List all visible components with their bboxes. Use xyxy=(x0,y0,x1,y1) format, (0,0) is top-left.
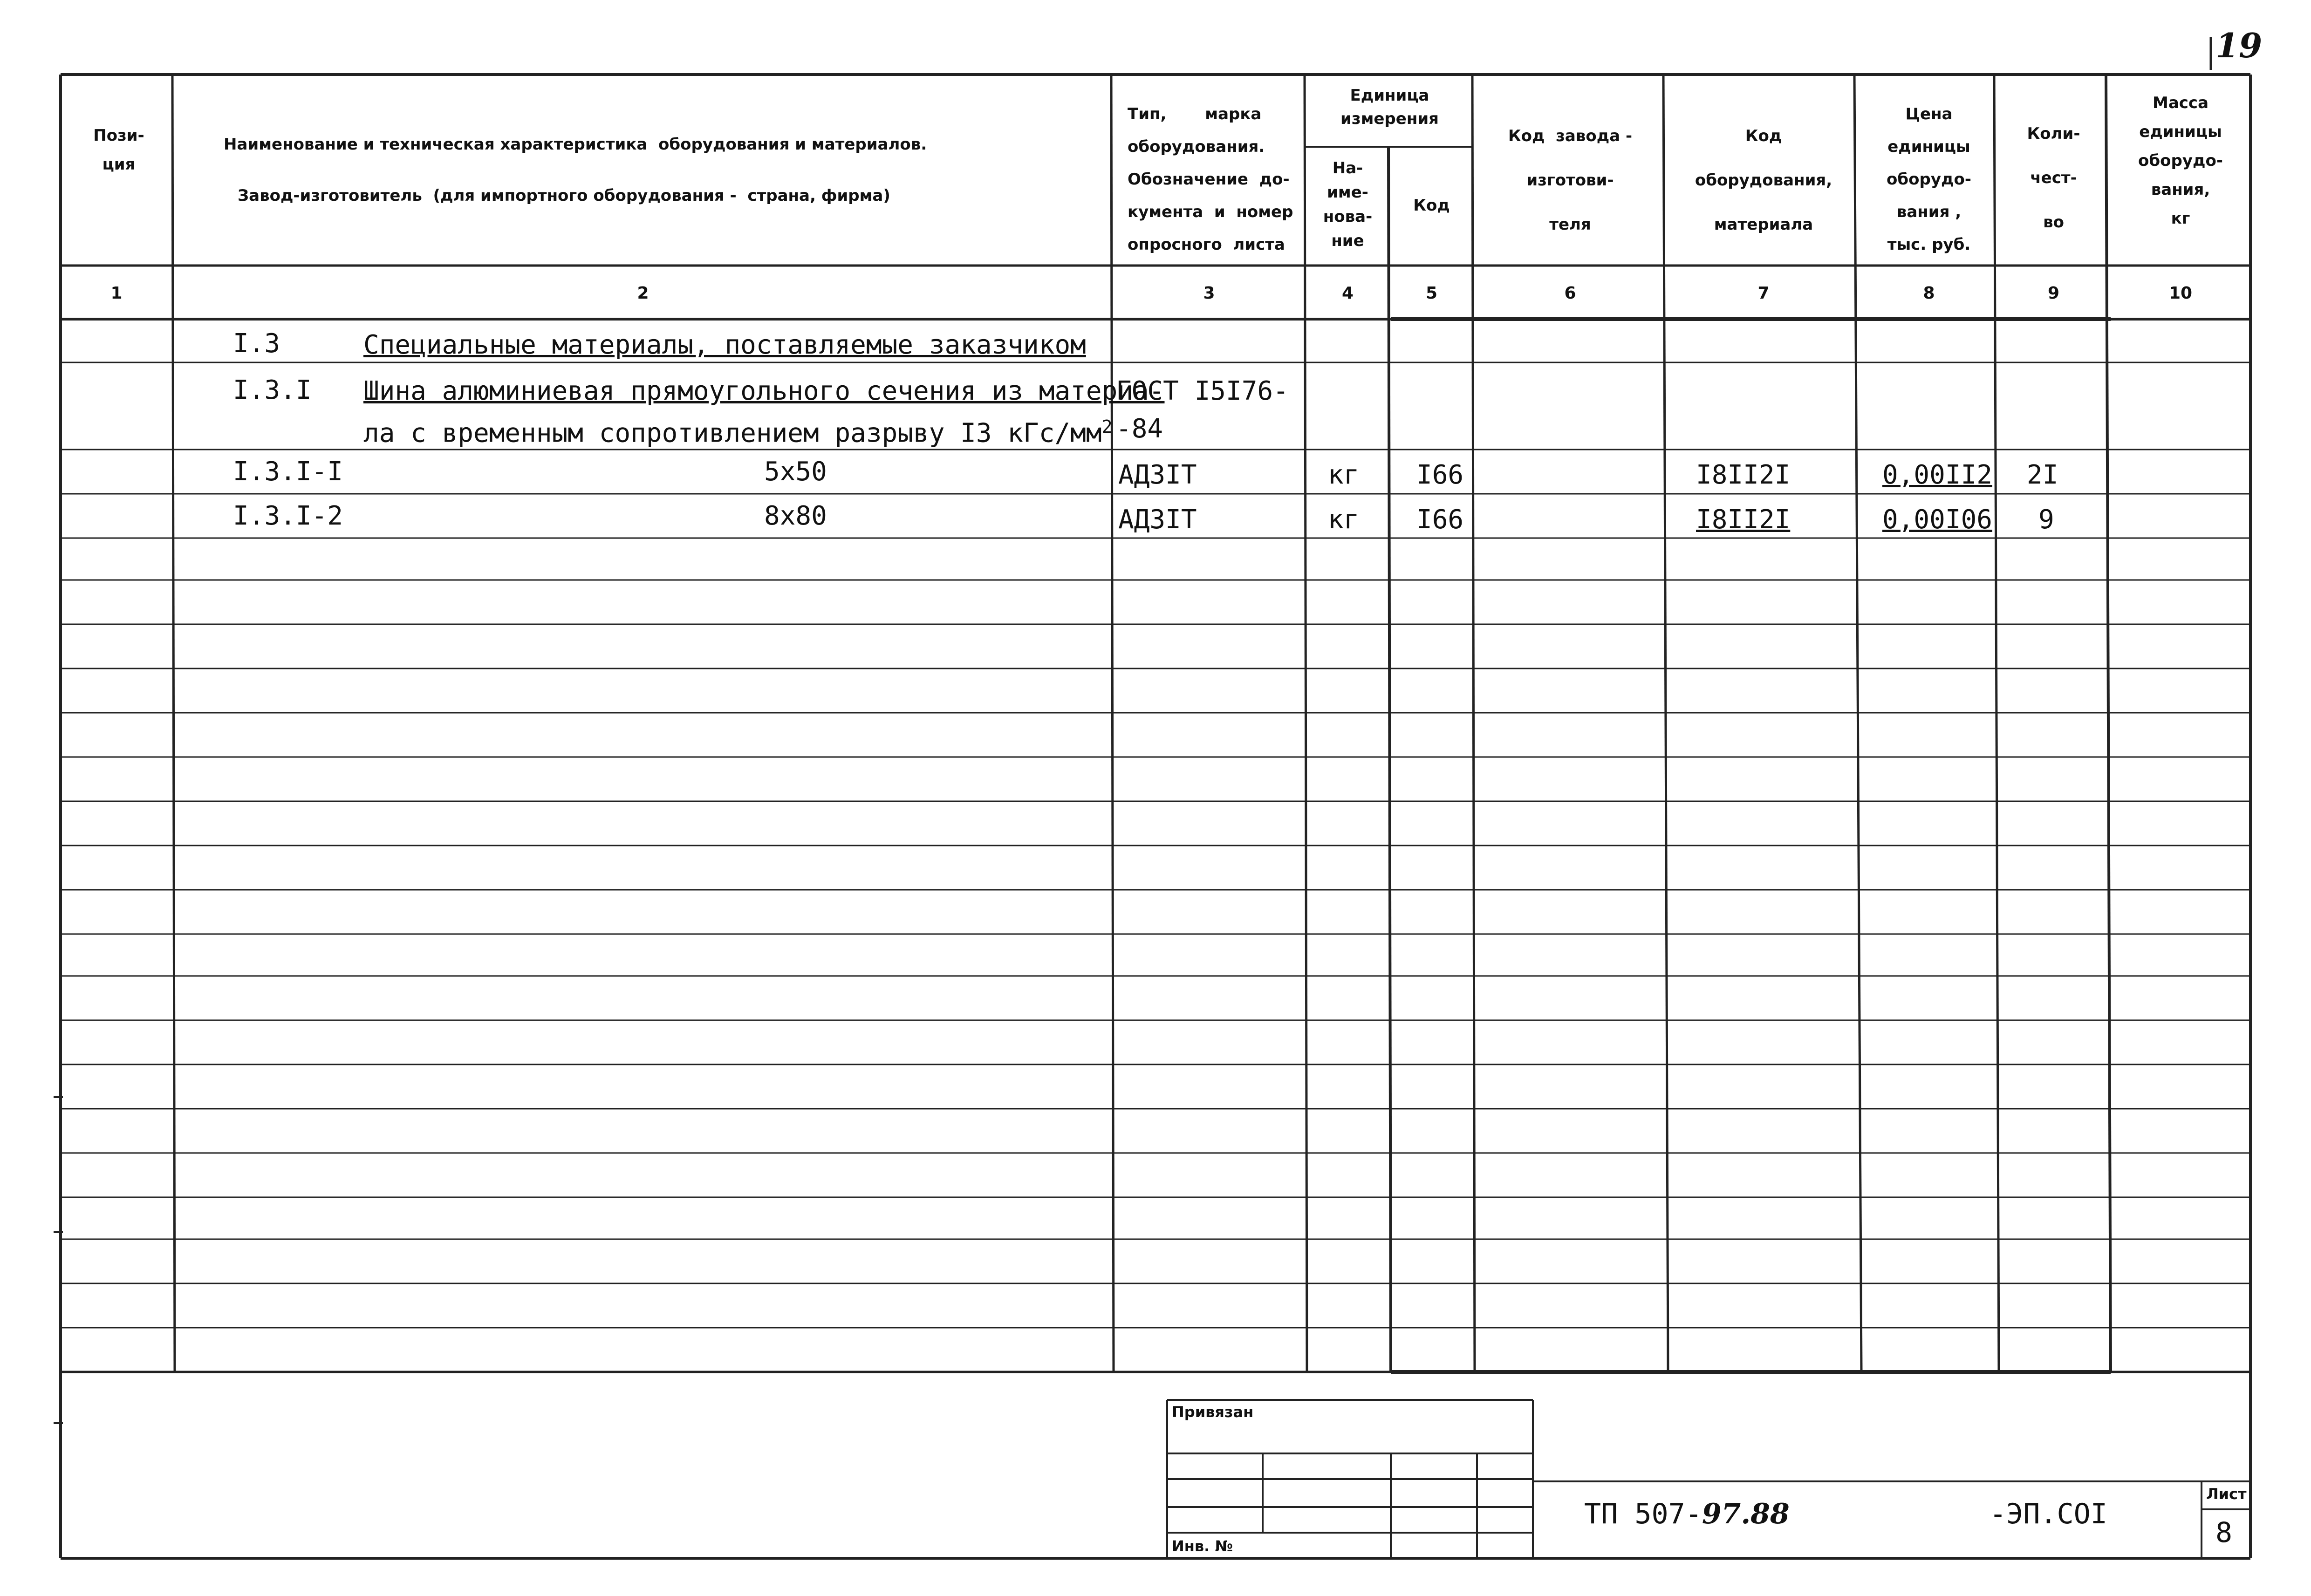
header-position xyxy=(65,121,172,179)
header-factory-code xyxy=(1475,114,1666,247)
row2-superscript: 2 xyxy=(1101,416,1113,437)
header-unit-name-line4: ние xyxy=(1331,232,1364,250)
header-type-line3: Обозначение до- xyxy=(1128,170,1290,189)
header-price xyxy=(1861,98,1996,261)
document-code-prefix: ТП 507- xyxy=(1584,1498,1702,1530)
header-mass-line1: Масса xyxy=(2152,94,2209,112)
row3-price: 0,00II2 xyxy=(1882,460,1993,490)
header-type-line1: Тип, марка xyxy=(1128,105,1262,123)
colnum-3: 3 xyxy=(1203,284,1215,303)
header-price-line4: вания , xyxy=(1896,203,1962,221)
header-position-line1: Пози- xyxy=(93,126,144,145)
header-unit-line2: измерения xyxy=(1340,109,1439,128)
row3-quantity: 2I xyxy=(2027,460,2058,490)
header-factory-line2: изготови- xyxy=(1526,171,1614,190)
header-type xyxy=(1116,98,1307,261)
header-unit-name-line3: нова- xyxy=(1323,207,1373,226)
row4-price: 0,00I06 xyxy=(1882,505,1993,535)
row4-size: 8х80 xyxy=(764,501,827,531)
row2-position: I.3.I xyxy=(233,375,312,405)
header-mass-line2: единицы xyxy=(2139,123,2222,141)
header-unit-group xyxy=(1307,84,1472,130)
page-number: 19 xyxy=(2215,26,2263,65)
header-unit-name-line1: На- xyxy=(1332,159,1363,177)
row4-quantity: 9 xyxy=(2038,505,2054,535)
row3-position: I.3.I-I xyxy=(233,457,343,487)
row4-code: I66 xyxy=(1416,505,1464,535)
header-qty-line1: Коли- xyxy=(2027,124,2080,143)
header-qty-line3: во xyxy=(2043,213,2064,232)
header-equipment-code xyxy=(1668,114,1859,247)
colnum-1: 1 xyxy=(110,284,123,303)
document-code-handwritten: 97.88 xyxy=(1702,1498,1790,1530)
colnum-4: 4 xyxy=(1341,284,1354,303)
colnum-5: 5 xyxy=(1425,284,1438,303)
row3-type: АДЗIТ xyxy=(1118,460,1197,490)
header-equip-line2: оборудования, xyxy=(1695,171,1832,190)
header-factory-line3: теля xyxy=(1549,215,1591,234)
header-mass-line5: кг xyxy=(2171,209,2190,228)
header-unit-name-line2: име- xyxy=(1327,183,1368,202)
header-qty-line2: чест- xyxy=(2030,169,2077,187)
header-quantity xyxy=(1999,112,2108,245)
sheet-label: Лист xyxy=(2206,1485,2247,1503)
row3-equipment-code: I8II2I xyxy=(1696,460,1791,490)
row1-name: Специальные материалы, поставляемые заказчиком xyxy=(363,330,1086,360)
document-code xyxy=(1584,1498,1790,1530)
header-unit-line1: Единица xyxy=(1350,86,1429,105)
row1-position: I.3 xyxy=(233,328,280,359)
row4-position: I.3.I-2 xyxy=(233,501,343,531)
header-price-line2: единицы xyxy=(1887,137,1970,156)
header-position-line2: ция xyxy=(102,155,136,174)
header-mass-line3: оборудо- xyxy=(2138,151,2223,170)
document-code-suffix: -ЭП.СОI xyxy=(1990,1498,2107,1530)
colnum-9: 9 xyxy=(2047,284,2060,303)
header-equip-line3: материала xyxy=(1714,215,1813,234)
row3-code: I66 xyxy=(1416,460,1464,490)
header-type-line2: оборудования. xyxy=(1128,137,1265,156)
colnum-7: 7 xyxy=(1757,284,1770,303)
row2-type-line2: -84 xyxy=(1116,414,1163,444)
header-unit-name xyxy=(1307,156,1388,253)
header-name xyxy=(177,119,1109,221)
header-unit-code: Код xyxy=(1413,196,1450,215)
header-mass xyxy=(2111,89,2250,233)
header-name-line1: Наименование и техническая характеристика оборудования и материалов. xyxy=(224,135,927,154)
row4-equipment-code: I8II2I xyxy=(1696,505,1791,535)
header-price-line3: оборудо- xyxy=(1887,170,1971,189)
row2-type-line1: ГОСТ I5I76- xyxy=(1116,376,1289,406)
header-name-line2: Завод-изготовитель (для импортного оборудования - страна, фирма) xyxy=(238,186,890,205)
colnum-2: 2 xyxy=(637,284,649,303)
row3-unit: кг xyxy=(1328,460,1360,490)
sheet-number: 8 xyxy=(2215,1516,2233,1549)
header-type-line4: кумента и номер xyxy=(1128,203,1293,221)
row4-unit: кг xyxy=(1328,505,1360,535)
header-factory-line1: Код завода - xyxy=(1508,127,1633,145)
colnum-8: 8 xyxy=(1923,284,1935,303)
header-equip-line1: Код xyxy=(1745,127,1782,145)
header-price-line1: Цена xyxy=(1905,105,1953,123)
colnum-10: 10 xyxy=(2168,284,2193,303)
row4-type: АДЗIТ xyxy=(1118,505,1197,535)
stamp-bound-label: Привязан xyxy=(1172,1403,1254,1421)
row2-name-line2-text: ла с временным сопротивлением разрыву I3 кГс/мм xyxy=(363,418,1102,449)
row3-size: 5х50 xyxy=(764,457,827,487)
row2-name-line2 xyxy=(363,404,1113,456)
header-price-line5: тыс. руб. xyxy=(1887,235,1971,254)
colnum-6: 6 xyxy=(1564,284,1576,303)
row2-name-line1-text: Шина алюминиевая прямоугольного сечения из материа- xyxy=(363,376,1165,406)
stamp-inv-label: Инв. № xyxy=(1172,1537,1233,1555)
header-mass-line4: вания, xyxy=(2151,180,2210,199)
header-type-line5: опросного листа xyxy=(1128,235,1285,254)
